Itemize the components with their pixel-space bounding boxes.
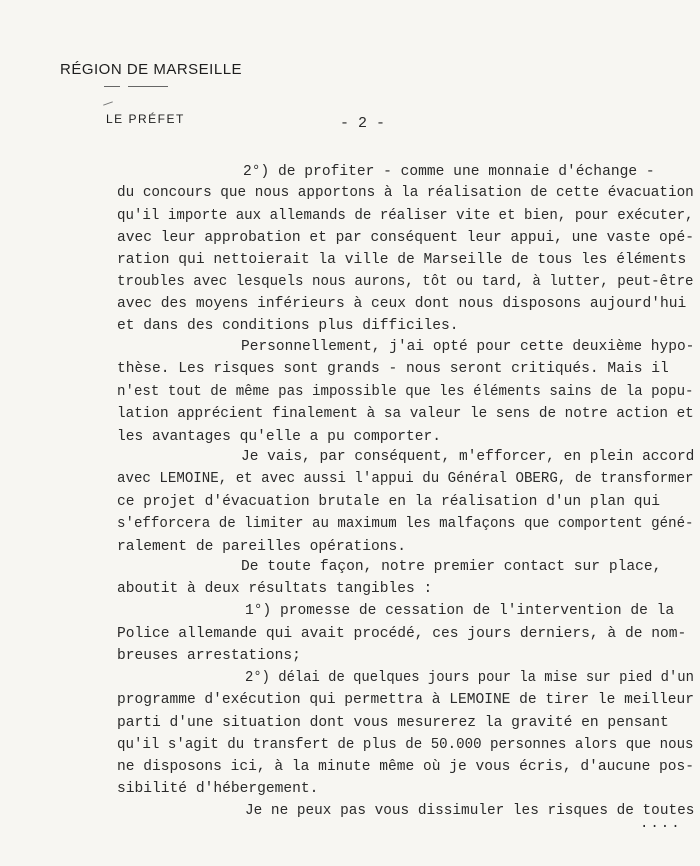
text-line: n'est tout de même pas impossible que les éléments sains de la popu-: [117, 384, 694, 400]
text-line: ce projet d'évacuation brutale en la réalisation d'un plan qui: [117, 494, 660, 510]
text-line: du concours que nous apportons à la réalisation de cette évacuation: [117, 185, 694, 201]
page-number: - 2 -: [340, 115, 386, 132]
letterhead-mark: [103, 101, 113, 105]
text-line: Je vais, par conséquent, m'efforcer, en plein accord: [241, 449, 695, 465]
text-line: qu'il importe aux allemands de réaliser vite et bien, pour exécuter,: [117, 208, 694, 224]
text-line: thèse. Les risques sont grands - nous seront critiqués. Mais il: [117, 361, 669, 377]
text-line: les avantages qu'elle a pu comporter.: [117, 429, 442, 445]
text-line: s'efforcera de limiter au maximum les malfaçons que comportent géné-: [117, 516, 694, 532]
text-line: avec leur approbation et par conséquent leur appui, une vaste opé-: [117, 230, 695, 246]
text-line: qu'il s'agit du transfert de plus de 50.000 personnes alors que nous: [117, 737, 694, 753]
text-line: ration qui nettoierait la ville de Marseille de tous les éléments: [117, 252, 687, 268]
text-line: Personnellement, j'ai opté pour cette deuxième hypo-: [241, 339, 695, 355]
letterhead-region: RÉGION DE MARSEILLE: [60, 61, 243, 78]
text-line: lation apprécient finalement à sa valeur le sens de notre action et: [117, 406, 694, 422]
text-line: troubles avec lesquels nous aurons, tôt ou tard, à lutter, peut-être: [117, 274, 694, 290]
text-line: avec des moyens inférieurs à ceux dont nous disposons aujourd'hui: [117, 296, 687, 312]
text-line: breuses arrestations;: [117, 648, 301, 664]
text-line: ralement de pareilles opérations.: [117, 539, 407, 555]
text-line: ne disposons ici, à la minute même où je vous écris, d'aucune pos-: [117, 759, 695, 775]
text-line: parti d'une situation dont vous mesurerez la gravité en pensant: [117, 715, 669, 731]
text-line: 1°) promesse de cessation de l'intervention de la: [245, 603, 675, 619]
letterhead-rule: [104, 86, 120, 87]
text-line: 2°) de profiter - comme une monnaie d'échange -: [243, 164, 655, 180]
text-line: sibilité d'hébergement.: [117, 781, 319, 797]
letterhead-prefet: LE PRÉFET: [106, 112, 185, 126]
text-line: avec LEMOINE, et avec aussi l'appui du Général OBERG, de transformer: [117, 471, 694, 487]
text-line: 2°) délai de quelques jours pour la mise sur pied d'un: [245, 670, 694, 686]
text-line: et dans des conditions plus difficiles.: [117, 318, 459, 334]
text-line: De toute façon, notre premier contact sur place,: [241, 559, 662, 575]
continuation-marker: ....: [640, 816, 682, 832]
text-line: aboutit à deux résultats tangibles :: [117, 581, 433, 597]
text-line: programme d'exécution qui permettra à LEMOINE de tirer le meilleur: [117, 692, 695, 708]
letterhead-rule: [128, 86, 168, 87]
text-line: Je ne peux pas vous dissimuler les risques de toutes: [245, 803, 695, 819]
text-line: Police allemande qui avait procédé, ces jours derniers, à de nom-: [117, 626, 687, 642]
